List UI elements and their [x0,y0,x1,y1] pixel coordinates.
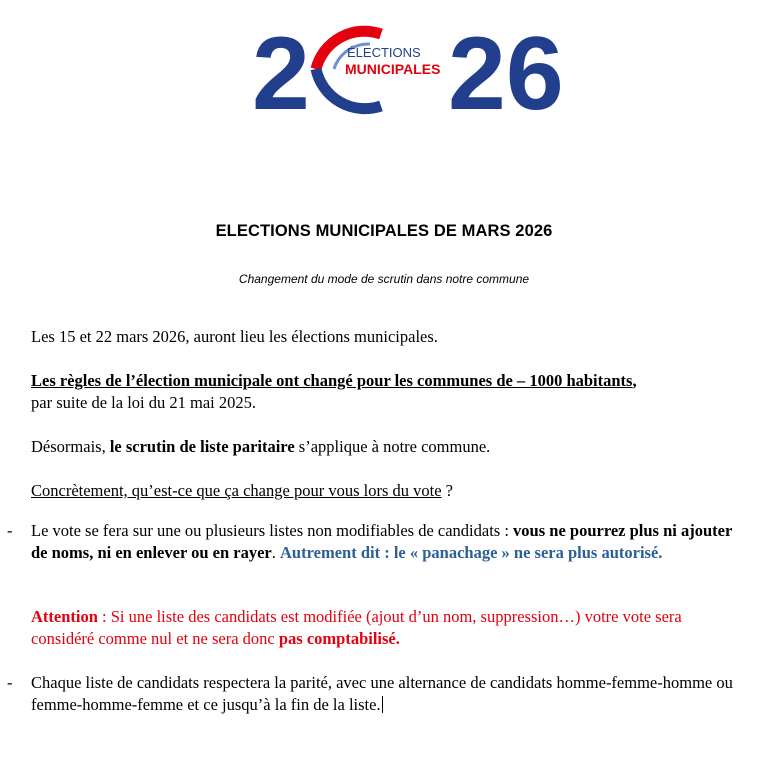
bullet-marker: - [7,521,13,540]
attention-paragraph: Attention : Si une liste des candidats est modifiée (ajout d’un nom, suppression…) votre vote sera considéré comme nul et ne sera donc pas comptabilisé. [31,607,682,648]
not-counted-text: pas comptabilisé. [278,629,400,648]
logo-line-municipales: MUNICIPALES [345,61,441,77]
rules-changed-text: Les règles de l’élection municipale ont changé pour les communes de – 1000 habitants [31,371,633,390]
panachage-notice: Autrement dit : le « panachage » ne sera plus autorisé. [280,543,663,562]
attention-label: Attention [31,607,98,626]
list-item-parity [31,672,741,716]
text-cursor [382,696,383,713]
law-reference-text: par suite de la loi du 21 mai 2025. [31,393,256,412]
elections-2026-logo [252,14,568,116]
logo-digits-26: 26 [448,16,564,116]
bullet-marker: - [7,673,13,692]
logo-digit-2: 2 [252,16,310,116]
scrutin-highlight: le scrutin de liste paritaire [109,437,295,456]
page-title: ELECTIONS MUNICIPALES DE MARS 2026 [215,222,553,240]
intro-paragraph: Les 15 et 22 mars 2026, auront lieu les élections municipales. [31,327,438,346]
list-item-vote-rules: Le vote se fera sur une ou plusieurs listes non modifiables de candidats : vous ne pourrez plus ni ajouter de noms, ni en enlever ou en rayer. Autrement dit : le « panachage » ne sera plus autorisé. [31,521,733,562]
logo-line-elections: ÉLECTIONS [347,45,421,60]
scrutin-paragraph: Désormais, le scrutin de liste paritaire s’applique à notre commune. [31,437,491,456]
question-paragraph: Concrètement, qu’est-ce que ça change pour vous lors du vote ? [31,481,453,500]
question-text: Concrètement, qu’est-ce que ça change pour vous lors du vote [31,481,442,500]
vote-rules-bold: vous ne pourrez plus ni ajouter de noms, ni en enlever ou en rayer [31,521,733,562]
page-subtitle: Changement du mode de scrutin dans notre commune [238,272,530,286]
rules-paragraph: Les règles de l’élection municipale ont changé pour les communes de – 1000 habitants, par suite de la loi du 21 mai 2025. [31,371,637,412]
parity-text: Chaque liste de candidats respectera la parité, avec une alternance de candidats homme-femme-homme ou femme-homme-femme et ce jusqu’à la fin de la liste. [31,673,733,714]
